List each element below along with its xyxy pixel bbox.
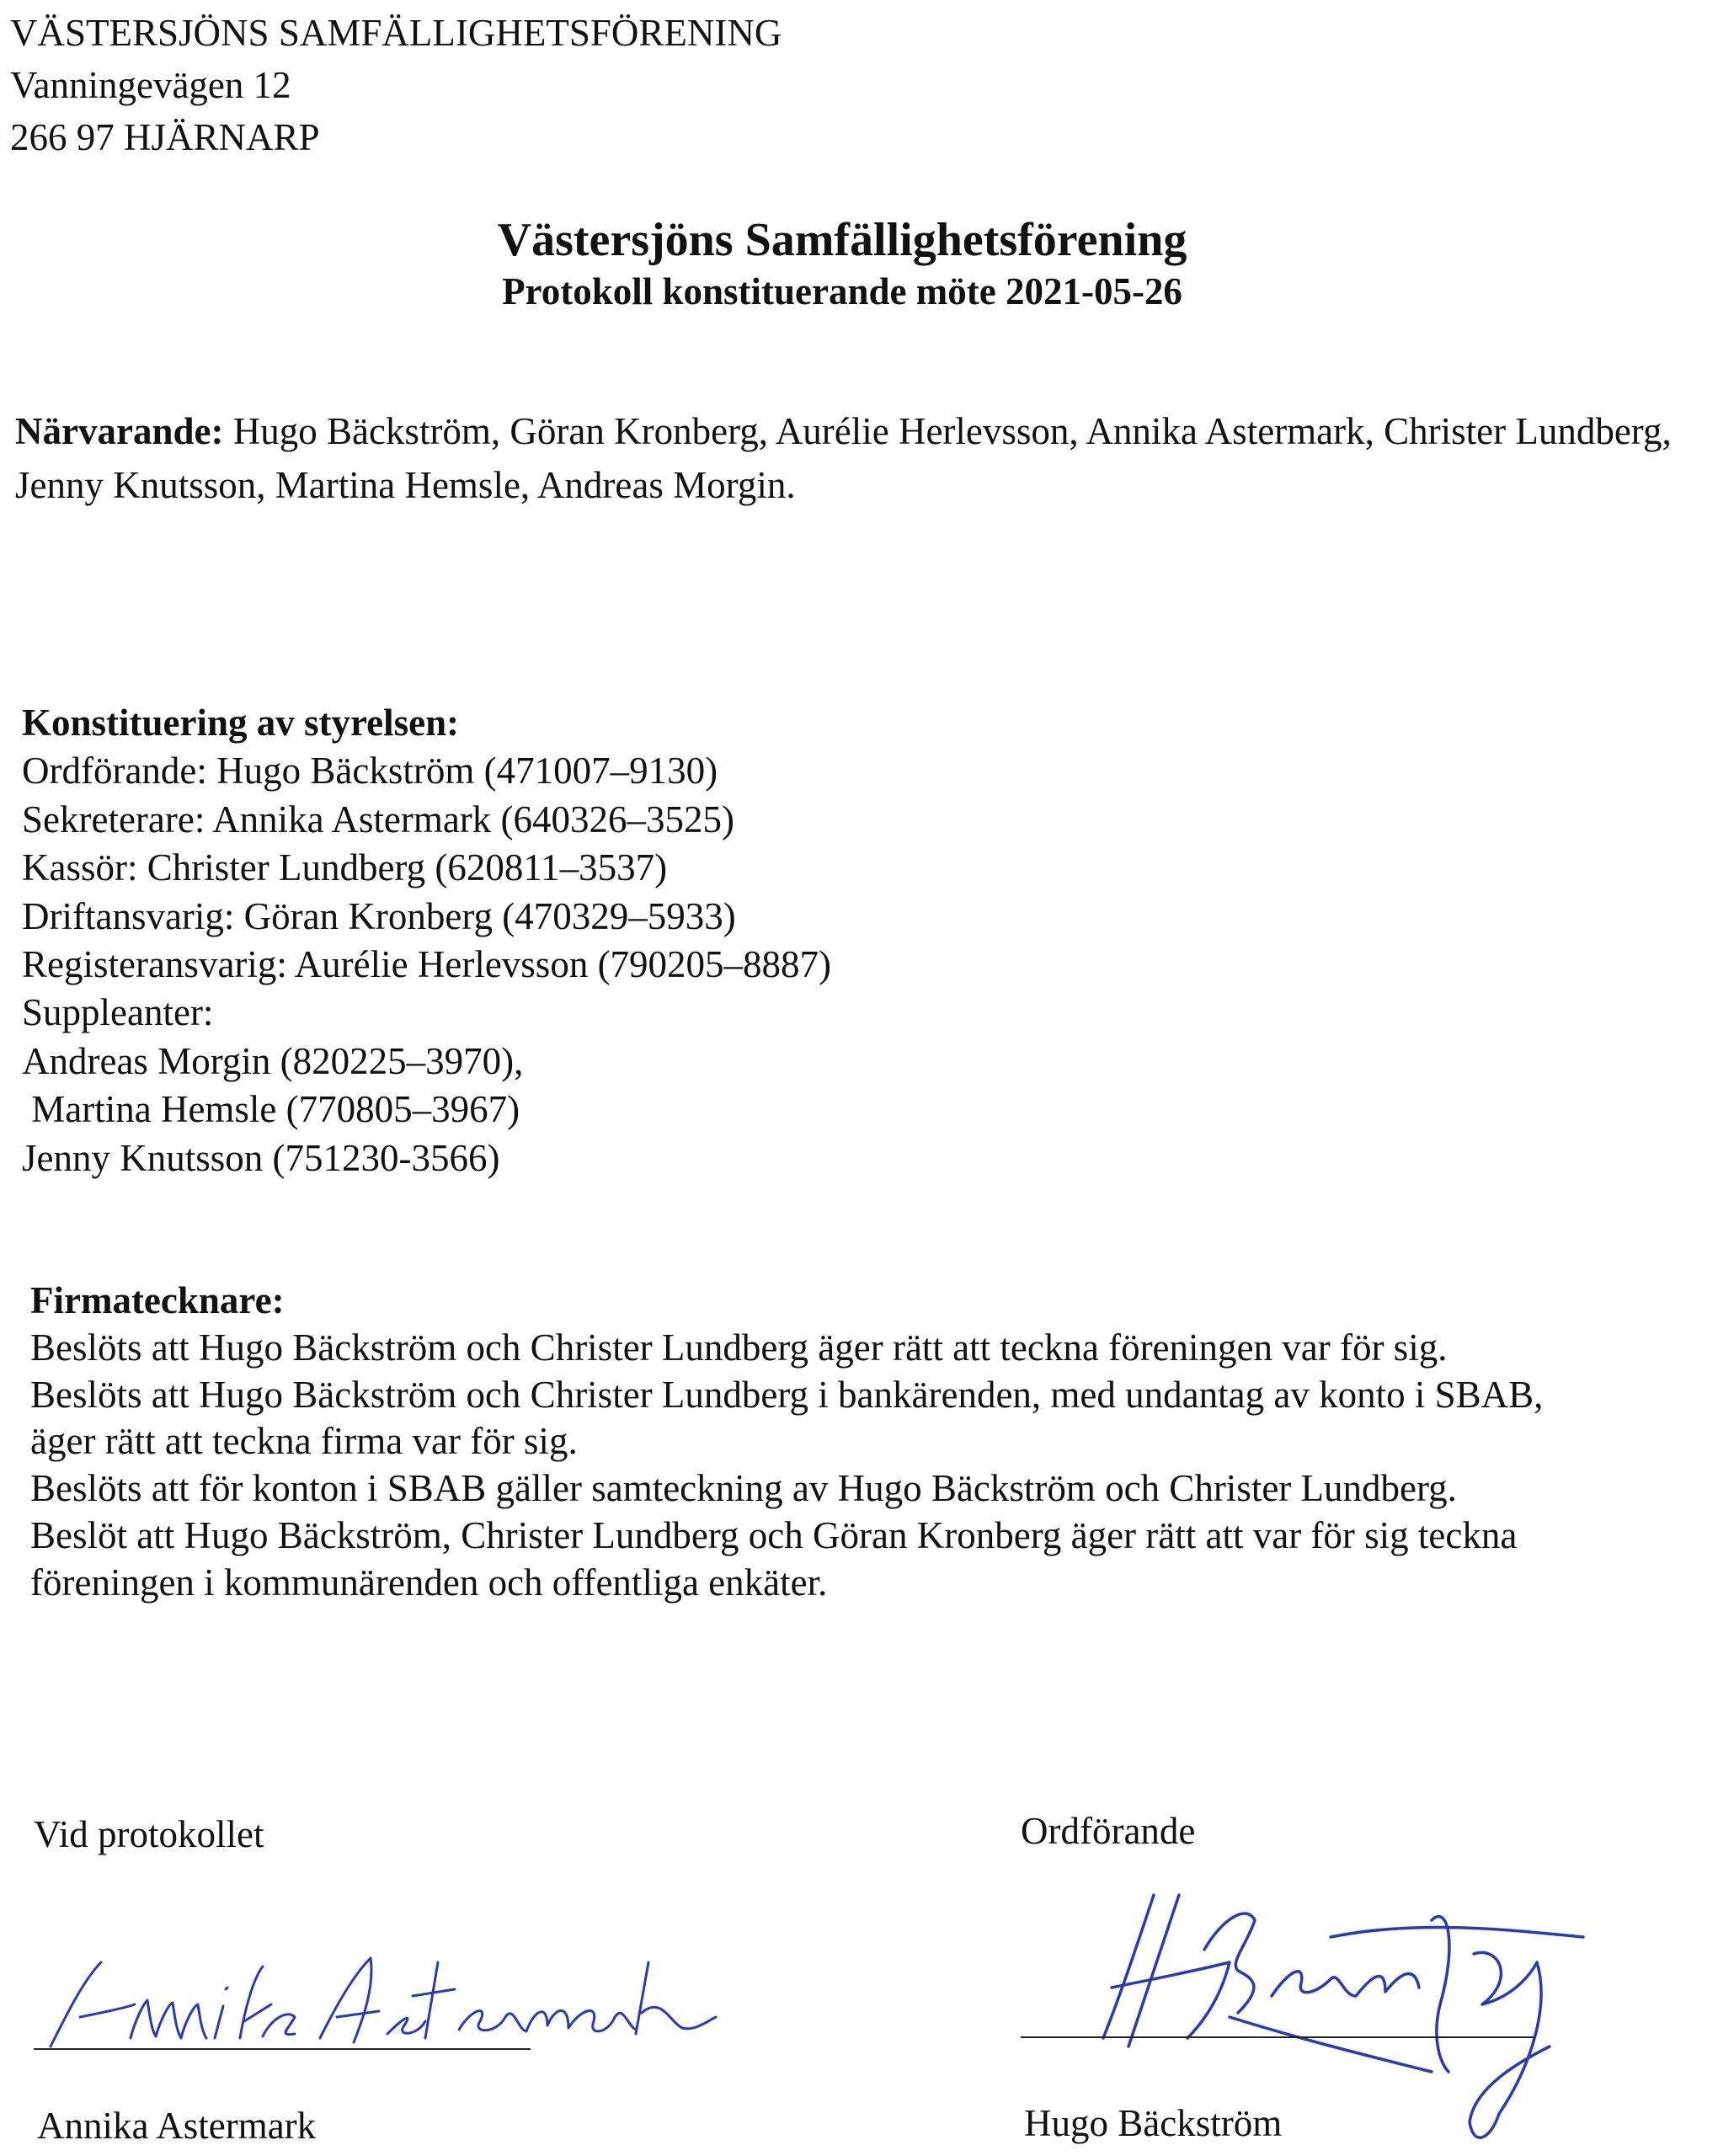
- sender-postal: 266 97 HJÄRNARP: [10, 116, 320, 158]
- signatory-line: föreningen i kommunärenden och offentliga enkäter.: [30, 1561, 828, 1604]
- secretary-signature-label: Vid protokollet: [34, 1813, 264, 1855]
- secretary-signature: [42, 1937, 733, 2063]
- document-title: Västersjöns Samfällighetsförening: [497, 214, 1187, 266]
- board-line: Martina Hemsle (770805–3967): [22, 1088, 520, 1131]
- document-subtitle: Protokoll konstituerande möte 2021-05-26: [502, 270, 1182, 312]
- board-line: Jenny Knutsson (751230-3566): [22, 1136, 500, 1179]
- chairman-signature-label: Ordförande: [1021, 1810, 1196, 1852]
- board-section: [22, 699, 831, 1182]
- present-label: Närvarande:: [15, 410, 224, 452]
- board-line: Driftansvarig: Göran Kronberg (470329–5933): [22, 894, 736, 937]
- board-line: Kassör: Christer Lundberg (620811–3537): [22, 846, 668, 889]
- signatory-line: Beslöts att Hugo Bäckström och Christer Lundberg i bankärenden, med undantag av konto i SBAB,: [30, 1373, 1544, 1416]
- board-heading: Konstituering av styrelsen:: [22, 702, 460, 744]
- secretary-name: Annika Astermark: [37, 2105, 317, 2147]
- secretary-signature-line: [34, 2048, 531, 2050]
- signatory-line: Beslöt att Hugo Bäckström, Christer Lundberg och Göran Kronberg äger rätt att var för sig teckna: [30, 1513, 1518, 1556]
- sender-name: VÄSTERSJÖNS SAMFÄLLIGHETSFÖRENING: [10, 12, 782, 54]
- sender-address: [10, 7, 782, 163]
- present-paragraph: [15, 404, 1708, 512]
- signatory-line: Beslöts att Hugo Bäckström och Christer Lundberg äger rätt att teckna föreningen var för sig.: [30, 1326, 1448, 1369]
- present-names: Hugo Bäckström, Göran Kronberg, Aurélie Herlevsson, Annika Astermark, Christer Lundberg, Jenny Knutsson, Martina Hemsle, Andreas Morgin.: [15, 410, 1672, 506]
- board-line: Sekreterare: Annika Astermark (640326–3525): [22, 798, 735, 841]
- board-line: Registeransvarig: Aurélie Herlevsson (790205–8887): [22, 943, 832, 986]
- signatory-line: äger rätt att teckna firma var för sig.: [30, 1420, 578, 1463]
- board-line: Andreas Morgin (820225–3970),: [22, 1039, 524, 1082]
- signatory-heading: Firmatecknare:: [30, 1279, 285, 1321]
- board-line: Suppleanter:: [22, 991, 214, 1034]
- signatory-line: Beslöts att för konton i SBAB gäller samteckning av Hugo Bäckström och Christer Lundberg.: [30, 1467, 1457, 1510]
- sender-street: Vanningevägen 12: [10, 64, 291, 106]
- chairman-name: Hugo Bäckström: [1024, 2102, 1283, 2144]
- board-line: Ordförande: Hugo Bäckström (471007–9130): [22, 750, 718, 792]
- chairman-signature-line: [1021, 2036, 1534, 2038]
- signatory-section: [30, 1278, 1543, 1607]
